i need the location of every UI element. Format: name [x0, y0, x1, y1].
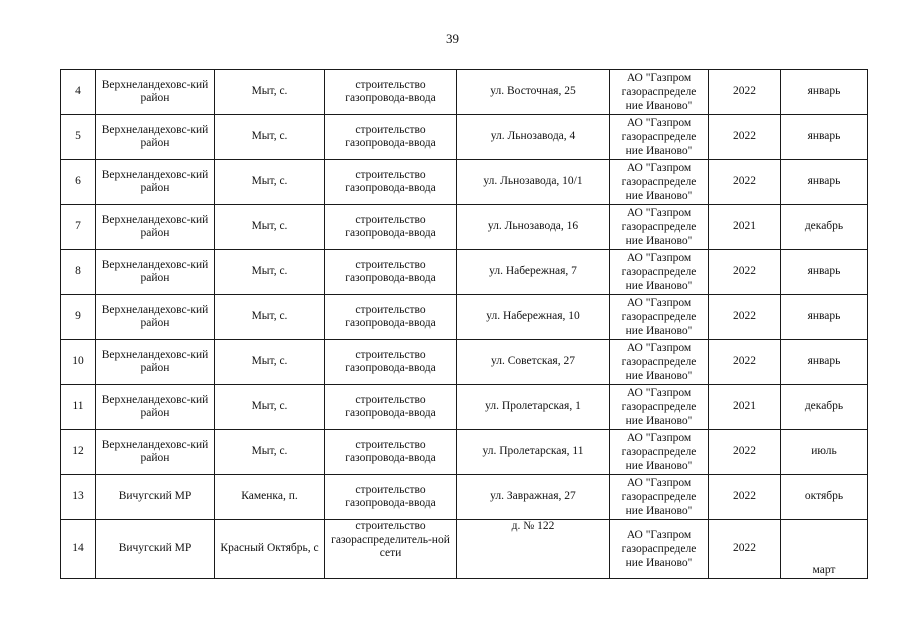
settlement-cell: Мыт, с. — [215, 160, 325, 205]
row-number: 8 — [61, 250, 96, 295]
address-cell: ул. Набережная, 7 — [457, 250, 610, 295]
table-body — [61, 70, 868, 579]
operator-cell: АО "Газпром газораспределе ние Иваново" — [610, 205, 709, 250]
month-cell: октябрь — [781, 475, 868, 520]
settlement-cell: Мыт, с. — [215, 250, 325, 295]
address-cell: ул. Пролетарская, 1 — [457, 385, 610, 430]
year-cell: 2022 — [709, 295, 781, 340]
table-row — [61, 295, 868, 340]
page-number: 39 — [446, 31, 459, 46]
settlement-cell: Каменка, п. — [215, 475, 325, 520]
settlement-cell: Мыт, с. — [215, 340, 325, 385]
operator-cell: АО "Газпром газораспределе ние Иваново" — [610, 115, 709, 160]
operator-cell: АО "Газпром газораспределе ние Иваново" — [610, 475, 709, 520]
table-row — [61, 520, 868, 579]
table-row — [61, 205, 868, 250]
settlement-cell: Мыт, с. — [215, 70, 325, 115]
year-cell: 2022 — [709, 115, 781, 160]
work-type-cell: строительство газопровода-ввода — [325, 385, 457, 430]
year-cell: 2022 — [709, 430, 781, 475]
table-row — [61, 430, 868, 475]
district-cell: Вичугский МР — [96, 520, 215, 579]
table-row — [61, 385, 868, 430]
table-row — [61, 340, 868, 385]
year-cell: 2021 — [709, 205, 781, 250]
row-number: 11 — [61, 385, 96, 430]
month-cell: декабрь — [781, 385, 868, 430]
settlement-cell: Красный Октябрь, с — [215, 520, 325, 579]
district-cell: Верхнеландеховс-кий район — [96, 385, 215, 430]
row-number: 7 — [61, 205, 96, 250]
year-cell: 2022 — [709, 70, 781, 115]
month-cell: январь — [781, 340, 868, 385]
work-type-cell: строительство газопровода-ввода — [325, 205, 457, 250]
district-cell: Верхнеландеховс-кий район — [96, 430, 215, 475]
settlement-cell: Мыт, с. — [215, 385, 325, 430]
month-cell: январь — [781, 250, 868, 295]
row-number: 12 — [61, 430, 96, 475]
year-cell: 2022 — [709, 250, 781, 295]
month-cell: январь — [781, 295, 868, 340]
address-cell: д. № 122 — [457, 520, 610, 579]
operator-cell: АО "Газпром газораспределе ние Иваново" — [610, 385, 709, 430]
table-row — [61, 250, 868, 295]
year-cell: 2022 — [709, 475, 781, 520]
row-number: 13 — [61, 475, 96, 520]
year-cell: 2022 — [709, 520, 781, 579]
year-cell: 2022 — [709, 160, 781, 205]
work-type-cell: строительство газопровода-ввода — [325, 475, 457, 520]
gasification-schedule-table — [60, 69, 868, 579]
operator-cell: АО "Газпром газораспределе ние Иваново" — [610, 160, 709, 205]
row-number: 14 — [61, 520, 96, 579]
district-cell: Верхнеландеховс-кий район — [96, 160, 215, 205]
row-number: 10 — [61, 340, 96, 385]
row-number: 6 — [61, 160, 96, 205]
address-cell: ул. Льнозавода, 4 — [457, 115, 610, 160]
work-type-cell: строительство газопровода-ввода — [325, 340, 457, 385]
work-type-cell: строительство газопровода-ввода — [325, 295, 457, 340]
district-cell: Верхнеландеховс-кий район — [96, 205, 215, 250]
address-cell: ул. Льнозавода, 10/1 — [457, 160, 610, 205]
month-cell: январь — [781, 160, 868, 205]
month-cell: январь — [781, 115, 868, 160]
operator-cell: АО "Газпром газораспределе ние Иваново" — [610, 295, 709, 340]
settlement-cell: Мыт, с. — [215, 205, 325, 250]
address-cell: ул. Советская, 27 — [457, 340, 610, 385]
work-type-cell: строительство газопровода-ввода — [325, 160, 457, 205]
table-row — [61, 70, 868, 115]
table-row — [61, 475, 868, 520]
address-cell: ул. Набережная, 10 — [457, 295, 610, 340]
row-number: 9 — [61, 295, 96, 340]
work-type-cell: строительство газораспределитель-ной сети — [325, 520, 457, 579]
work-type-cell: строительство газопровода-ввода — [325, 70, 457, 115]
district-cell: Верхнеландеховс-кий район — [96, 250, 215, 295]
month-cell: март — [781, 520, 868, 579]
address-cell: ул. Завражная, 27 — [457, 475, 610, 520]
row-number: 5 — [61, 115, 96, 160]
month-cell: декабрь — [781, 205, 868, 250]
work-type-cell: строительство газопровода-ввода — [325, 250, 457, 295]
row-number: 4 — [61, 70, 96, 115]
month-cell: январь — [781, 70, 868, 115]
settlement-cell: Мыт, с. — [215, 295, 325, 340]
address-cell: ул. Восточная, 25 — [457, 70, 610, 115]
operator-cell: АО "Газпром газораспределе ние Иваново" — [610, 250, 709, 295]
address-cell: ул. Льнозавода, 16 — [457, 205, 610, 250]
operator-cell: АО "Газпром газораспределе ние Иваново" — [610, 70, 709, 115]
settlement-cell: Мыт, с. — [215, 115, 325, 160]
operator-cell: АО "Газпром газораспределе ние Иваново" — [610, 430, 709, 475]
month-cell: июль — [781, 430, 868, 475]
work-type-cell: строительство газопровода-ввода — [325, 430, 457, 475]
district-cell: Верхнеландеховс-кий район — [96, 115, 215, 160]
table-row — [61, 115, 868, 160]
work-type-cell: строительство газопровода-ввода — [325, 115, 457, 160]
district-cell: Вичугский МР — [96, 475, 215, 520]
year-cell: 2022 — [709, 340, 781, 385]
district-cell: Верхнеландеховс-кий район — [96, 70, 215, 115]
district-cell: Верхнеландеховс-кий район — [96, 295, 215, 340]
table-row — [61, 160, 868, 205]
settlement-cell: Мыт, с. — [215, 430, 325, 475]
address-cell: ул. Пролетарская, 11 — [457, 430, 610, 475]
district-cell: Верхнеландеховс-кий район — [96, 340, 215, 385]
operator-cell: АО "Газпром газораспределе ние Иваново" — [610, 340, 709, 385]
operator-cell: АО "Газпром газораспределе ние Иваново" — [610, 520, 709, 579]
year-cell: 2021 — [709, 385, 781, 430]
